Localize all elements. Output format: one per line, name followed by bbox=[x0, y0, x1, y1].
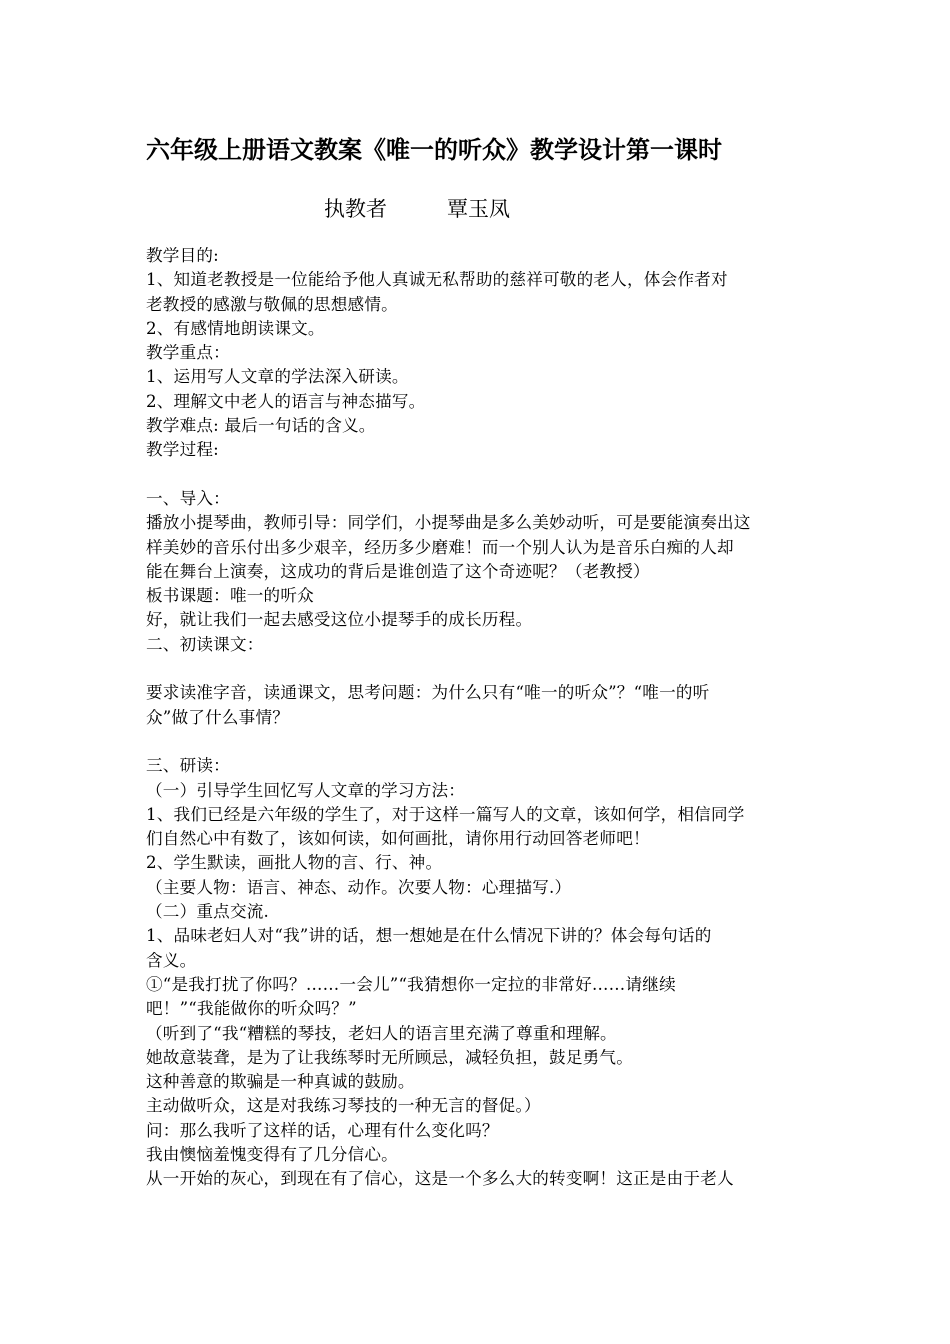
body-line: （二）重点交流. bbox=[146, 902, 270, 922]
author-name: 覃玉凤 bbox=[447, 197, 510, 221]
body-line: 教学难点: 最后一句话的含义。 bbox=[146, 416, 376, 436]
body-line: 二、初读课文： bbox=[146, 634, 264, 654]
body-line: 她故意装聋，是为了让我练琴时无所顾忌，减轻负担，鼓足勇气。 bbox=[146, 1047, 634, 1067]
blank-line bbox=[146, 657, 811, 681]
document-body bbox=[146, 244, 811, 1192]
body-line: ①“是我打扰了你吗？……一会儿”“我猜想你一定拉的非常好……请继续 bbox=[146, 974, 676, 994]
body-line: 好，就让我们一起去感受这位小提琴手的成长历程。 bbox=[146, 610, 533, 630]
blank-line bbox=[146, 463, 811, 487]
body-line: 们自然心中有数了，该如何读，如何画批，请你用行动回答老师吧！ bbox=[146, 829, 650, 849]
body-line: 板书课题：唯一的听众 bbox=[146, 586, 314, 606]
body-line: 吧！”“我能做你的听众吗？” bbox=[146, 999, 357, 1019]
body-line: 老教授的感激与敬佩的思想感情。 bbox=[146, 294, 398, 314]
blank-line bbox=[146, 730, 811, 754]
body-line: 众”做了什么事情？ bbox=[146, 707, 290, 727]
body-line: （听到了“我“糟糕的琴技，老妇人的语言里充满了尊重和理解。 bbox=[146, 1023, 617, 1043]
author-label: 执教者 bbox=[324, 197, 387, 221]
body-line: 教学重点： bbox=[146, 343, 230, 363]
body-line: 教学目的: bbox=[146, 246, 219, 265]
body-line: （主要人物：语言、神态、动作。次要人物：心理描写.） bbox=[146, 877, 572, 897]
body-line: （一）引导学生回忆写人文章的学习方法： bbox=[146, 780, 466, 800]
author-line bbox=[324, 193, 510, 225]
body-line: 主动做听众，这是对我练习琴技的一种无言的督促。） bbox=[146, 1096, 541, 1116]
body-line: 要求读准字音，读通课文，思考问题：为什么只有“唯一的听众”？“唯一的听 bbox=[146, 683, 710, 703]
body-line: 从一开始的灰心，到现在有了信心，这是一个多么大的转变啊！这正是由于老人 bbox=[146, 1169, 734, 1189]
body-line: 1、知道老教授是一位能给予他人真诚无私帮助的慈祥可敬的老人，体会作者对 bbox=[146, 270, 728, 290]
body-line: 教学过程: bbox=[146, 440, 219, 460]
body-line: 我由懊恼羞愧变得有了几分信心。 bbox=[146, 1144, 398, 1164]
body-line: 一、导入： bbox=[146, 488, 230, 508]
body-line: 播放小提琴曲，教师引导：同学们，小提琴曲是多么美妙动听，可是要能演奏出这 bbox=[146, 513, 751, 533]
body-line: 2、有感情地朗读课文。 bbox=[146, 318, 325, 338]
body-line: 1、品味老妇人对“我”讲的话，想一想她是在什么情况下讲的？体会每句话的 bbox=[146, 926, 712, 946]
body-line: 问：那么我听了这样的话，心理有什么变化吗？ bbox=[146, 1120, 499, 1140]
body-line: 含义。 bbox=[146, 950, 197, 970]
body-line: 能在舞台上演奏，这成功的背后是谁创造了这个奇迹呢？（老教授） bbox=[146, 561, 650, 581]
body-line: 2、学生默读，画批人物的言、行、神。 bbox=[146, 853, 443, 873]
document-title: 六年级上册语文教案《唯一的听众》教学设计第一课时 bbox=[146, 136, 722, 164]
body-line: 1、运用写人文章的学法深入研读。 bbox=[146, 367, 409, 387]
body-line: 这种善意的欺骗是一种真诚的鼓励。 bbox=[146, 1072, 415, 1092]
body-line: 三、研读： bbox=[146, 756, 230, 776]
body-line: 1、我们已经是六年级的学生了，对于这样一篇写人的文章，该如何学，相信同学 bbox=[146, 804, 745, 824]
body-line: 2、理解文中老人的语言与神态描写。 bbox=[146, 391, 426, 411]
body-line: 样美妙的音乐付出多少艰辛，经历多少磨难！而一个别人认为是音乐白痴的人却 bbox=[146, 537, 734, 557]
